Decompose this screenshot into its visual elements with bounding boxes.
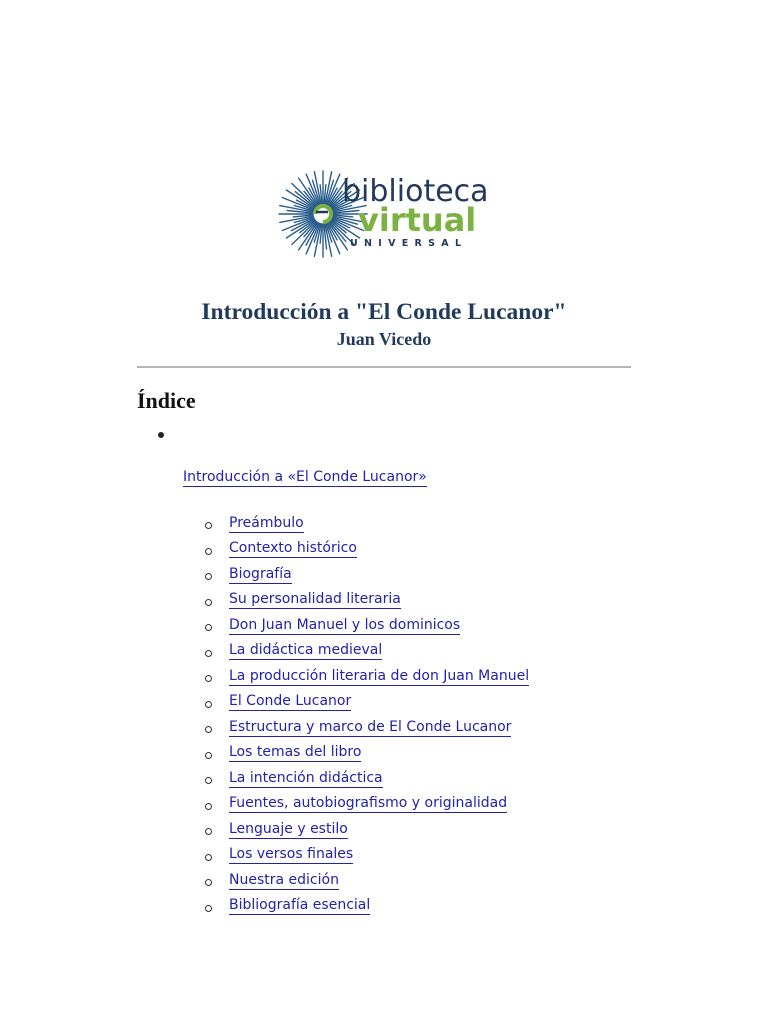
title-block [0,296,768,350]
circle-bullet-icon [205,905,212,912]
circle-bullet-icon [205,752,212,759]
starburst-logo-icon [266,168,506,262]
toc-link[interactable]: Biografía [229,565,292,582]
list-item [205,868,625,894]
toc-link[interactable]: Estructura y marco de El Conde Lucanor [229,718,512,735]
circle-bullet-icon [205,726,212,733]
logo-universal-text: UNIVERSAL [350,238,468,249]
toc-link[interactable]: La producción literaria de don Juan Manuel [229,667,530,684]
circle-bullet-icon [205,599,212,606]
list-item [205,817,625,843]
index-heading: Índice [137,388,196,413]
list-item [205,511,625,537]
document-title: Introducción a "El Conde Lucanor" [201,299,567,325]
logo-biblioteca-text: biblioteca [342,174,489,209]
circle-bullet-icon [205,701,212,708]
toc-link[interactable]: Los temas del libro [229,744,362,761]
list-item [205,792,625,818]
list-item [205,537,625,563]
circle-bullet-icon [205,650,212,657]
list-item [205,613,625,639]
toc-link[interactable]: Preámbulo [229,514,304,531]
circle-bullet-icon [205,854,212,861]
circle-bullet-icon [205,879,212,886]
toc-link[interactable]: El Conde Lucanor [229,693,352,710]
circle-bullet-icon [205,777,212,784]
circle-bullet-icon [205,803,212,810]
list-item [205,588,625,614]
list-item [205,894,625,920]
toc-link[interactable]: Los versos finales [229,846,354,863]
circle-bullet-icon [205,548,212,555]
toc-link[interactable]: Bibliografía esencial [229,897,371,914]
list-item [205,690,625,716]
list-item [205,639,625,665]
toc-link[interactable]: Nuestra edición [229,871,339,888]
logo-virtual-text: virtual [358,201,477,239]
circle-bullet-icon [205,624,212,631]
document-author: Juan Vicedo [336,329,432,349]
list-item [205,766,625,792]
toc-link-introduccion[interactable]: Introducción a «El Conde Lucanor» [183,469,427,485]
list-item [205,562,625,588]
toc-link[interactable]: Don Juan Manuel y los dominicos [229,616,461,633]
toc-link[interactable]: Contexto histórico [229,540,357,557]
list-item [205,664,625,690]
circle-bullet-icon [205,675,212,682]
circle-bullet-icon [205,828,212,835]
circle-bullet-icon [205,573,212,580]
bullet-icon [158,432,164,438]
table-of-contents [205,511,625,919]
list-item [205,741,625,767]
toc-link[interactable]: La intención didáctica [229,769,383,786]
circle-bullet-icon [205,522,212,529]
list-item [205,843,625,869]
biblioteca-virtual-logo [266,168,506,262]
toc-link[interactable]: Su personalidad literaria [229,591,401,608]
toc-link[interactable]: Lenguaje y estilo [229,820,348,837]
toc-link[interactable]: Fuentes, autobiografismo y originalidad [229,795,508,812]
horizontal-rule [137,366,631,368]
list-item [205,715,625,741]
toc-link[interactable]: La didáctica medieval [229,642,383,659]
